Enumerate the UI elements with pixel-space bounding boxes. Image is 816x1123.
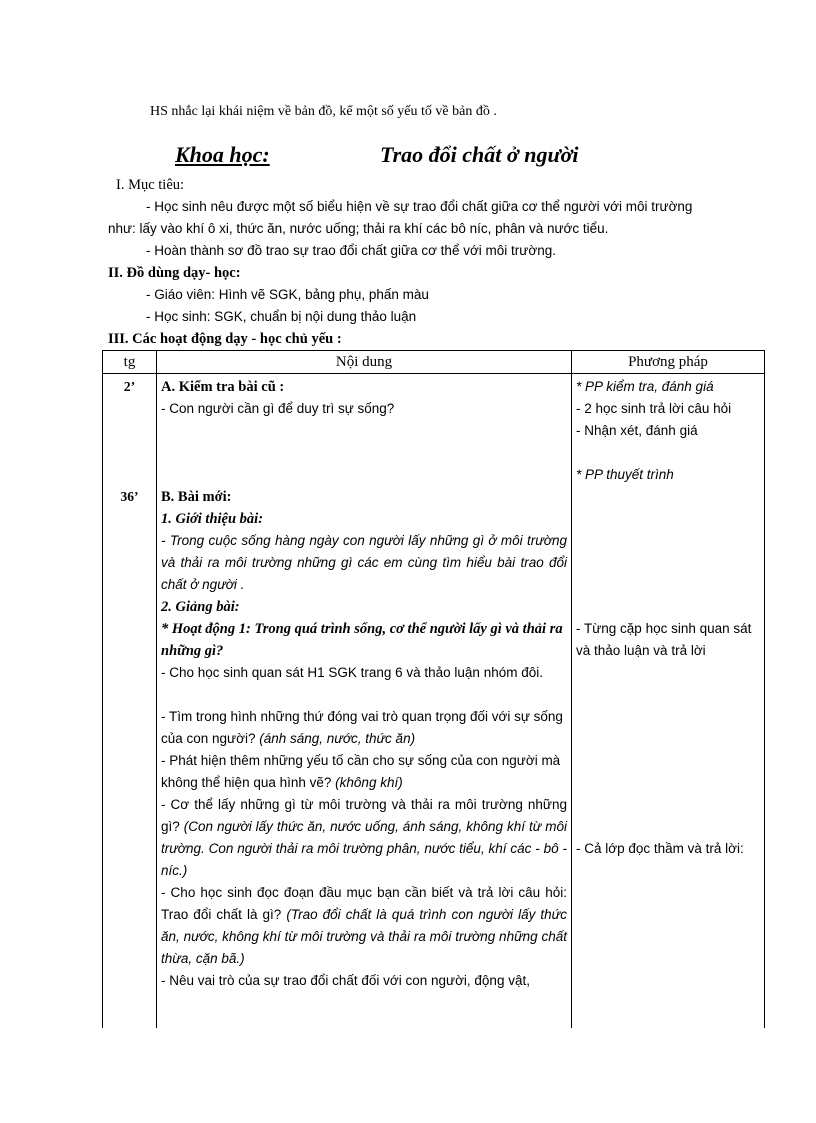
method-review: - Nhận xét, đánh giá xyxy=(576,423,698,438)
teaching-title: 2. Giảng bài: xyxy=(161,599,240,615)
materials-student: - Học sinh: SGK, chuẩn bị nội dung thảo luận xyxy=(146,309,417,324)
table-header-row xyxy=(103,351,765,374)
time-column xyxy=(103,374,157,1029)
step-read-question: - Cho học sinh đọc đoạn đầu mục bạn cần biết và trả lời câu hỏi: Trao đổi chất là gì? xyxy=(161,885,567,922)
step-discover xyxy=(161,750,567,794)
intro-title: 1. Giới thiệu bài: xyxy=(161,511,264,527)
step-body xyxy=(161,794,567,882)
step-find-answer: (ánh sáng, nước, thức ăn) xyxy=(259,731,416,746)
objective-line-2: như: lấy vào khí ô xi, thức ăn, nước uống; thải ra khí các bô níc, phân và nước tiểu. xyxy=(108,221,609,236)
step-body-question: - Cơ thể lấy những gì từ môi trường và thải ra môi trường những gì? xyxy=(161,797,567,834)
intro-text: - Trong cuộc sống hàng ngày con người lấy những gì ở môi trường và thải ra môi trường những gì các em cùng tìm hiểu bài trao đổi chất ở người . xyxy=(161,533,567,592)
method-lecture: * PP thuyết trình xyxy=(576,467,674,482)
method-answer: - 2 học sinh trả lời câu hỏi xyxy=(576,401,732,416)
lesson-title: Trao đổi chất ở người xyxy=(380,142,579,167)
method-class-read: - Cả lớp đọc thầm và trả lời: xyxy=(576,841,744,856)
section-materials-title: II. Đồ dùng dạy- học: xyxy=(108,265,241,281)
intro-line: HS nhắc lại khái niệm về bản đồ, kể một số yếu tố về bản đồ . xyxy=(150,104,497,119)
check-old-title: A. Kiểm tra bài cũ : xyxy=(161,379,285,395)
table-body-row xyxy=(103,374,765,1029)
step-find xyxy=(161,706,567,750)
step-body-answer: (Con người lấy thức ăn, nước uống, ánh sáng, không khí từ môi trường. Con người thải ra môi trường phân, nước tiểu, khí các - bô - níc.) xyxy=(161,819,567,878)
new-lesson-title: B. Bài mới: xyxy=(161,489,232,505)
step-discover-question: - Phát hiện thêm những yếu tố cần cho sự sống của con người mà không thể hiện qua hình vẽ? xyxy=(161,753,561,790)
step-discover-answer: (không khí) xyxy=(335,775,403,790)
step-read-answer: (Trao đổi chất là quá trình con người lấy thức ăn, nước, không khí từ môi trường và thải ra môi trường những chất thừa, cặn bã.) xyxy=(161,907,567,966)
check-old-question: - Con người cần gì để duy trì sự sống? xyxy=(161,401,395,416)
method-column xyxy=(572,374,765,1029)
section-objectives-title: I. Mục tiêu: xyxy=(116,177,185,193)
method-pair-work: - Từng cặp học sinh quan sát và thảo luận và trả lời xyxy=(576,621,752,658)
method-check: * PP kiểm tra, đánh giá xyxy=(576,379,714,394)
activity-1-title: * Hoạt động 1: Trong quá trình sống, cơ thể người lấy gì và thải ra những gì? xyxy=(161,621,563,659)
step-read xyxy=(161,882,567,970)
time-new-lesson: 36’ xyxy=(120,489,139,504)
header-content: Nội dung xyxy=(157,351,572,374)
materials-teacher: - Giáo viên: Hình vẽ SGK, bảng phụ, phấn màu xyxy=(146,287,429,302)
objective-line-3: - Hoàn thành sơ đồ trao sự trao đổi chất giữa cơ thể với môi trường. xyxy=(146,243,556,258)
header-time: tg xyxy=(103,351,157,374)
lesson-plan-table xyxy=(102,350,765,1028)
step-role: - Nêu vai trò của sự trao đổi chất đối với con người, động vật, xyxy=(161,973,530,988)
step-observe: - Cho học sinh quan sát H1 SGK trang 6 và thảo luận nhóm đôi. xyxy=(161,665,543,680)
step-find-question: - Tìm trong hình những thứ đóng vai trò quan trọng đối với sự sống của con người? xyxy=(161,709,563,746)
objective-line-1: - Học sinh nêu được một số biểu hiện về sự trao đổi chất giữa cơ thể người với môi trường xyxy=(146,199,693,214)
time-check-old: 2’ xyxy=(123,379,136,394)
section-activities-title: III. Các hoạt động dạy - học chủ yếu : xyxy=(108,331,342,347)
content-column xyxy=(157,374,572,1029)
header-method: Phương pháp xyxy=(572,351,765,374)
subject-title: Khoa học: xyxy=(175,142,270,167)
